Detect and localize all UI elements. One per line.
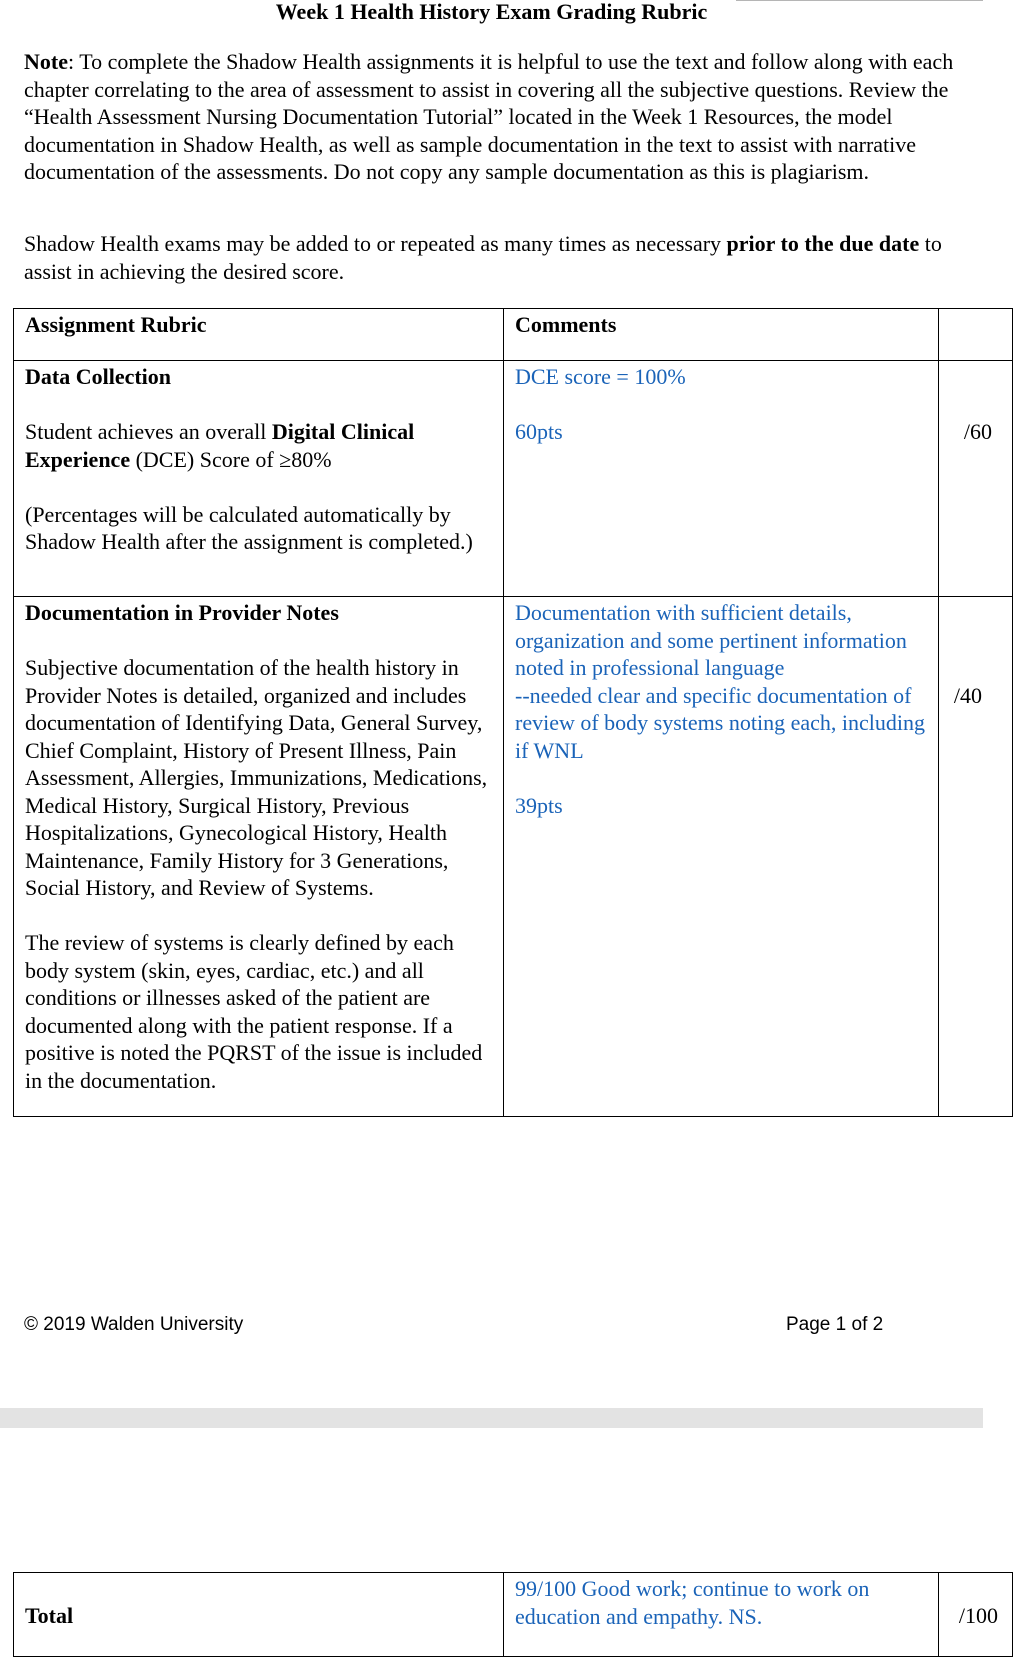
table-row-total [14,1573,1013,1657]
documentation-heading: Documentation in Provider Notes [25,600,339,625]
documentation-criteria: Documentation in Provider Notes Subjective documentation of the health history in Provider Notes is detailed, organized and includes documentation of Identifying Data, General Survey, Chief Complaint, History of Present Illness, Pain Assessment, Allergies, Immunizations, Medications, Medical History, Surgical History, Previous Hospitalizations, Gynecological History, Health Maintenance, Family History for 3 Generations, Social History, and Review of Systems. The review of systems is clearly defined by each body system (skin, eyes, cardiac, etc.) and all conditions or illnesses asked of the patient are documented along with the patient response. If a positive is noted the PQRST of the issue is included in the documentation. [14,597,504,1117]
documentation-points: /40 [939,597,1013,1117]
footer-copyright: © 2019 Walden University [24,1314,244,1335]
data-collection-heading: Data Collection [25,364,172,389]
table-row-documentation [14,597,1013,1117]
total-label: Total [14,1573,504,1657]
shadow-health-paragraph [24,230,964,285]
table-row-data-collection [14,361,1013,597]
table-header-row [14,309,1013,361]
document-title: Week 1 Health History Exam Grading Rubric [275,0,708,24]
data-collection-comments: DCE score = 100% 60pts [504,361,939,597]
data-collection-points: /60 [939,361,1013,597]
footer-page-number: Page 1 of 2 [786,1314,884,1335]
header-points [939,309,1013,361]
document-page-2 [0,1428,998,1666]
header-assignment-rubric: Assignment Rubric [14,309,504,361]
shadow-text-pre: Shadow Health exams may be added to or repeated as many times as necessary [24,231,727,256]
total-table [13,1572,1013,1657]
rubric-table [13,308,1013,1117]
note-label: Note [24,49,68,74]
total-points: /100 [939,1573,1013,1657]
data-collection-criteria: Data Collection Student achieves an overall Digital Clinical Experience (DCE) Score of ≥80% (Percentages will be calculated automatically by Shadow Health after the assignment is completed.) [14,361,504,597]
shadow-text-bold: prior to the due date [726,231,920,256]
data-collection-note: (Percentages will be calculated automatically by Shadow Health after the assignment is completed.) [25,501,473,554]
header-comments: Comments [504,309,939,361]
page-separator [0,1408,983,1428]
shadow-text-post: to assist in achieving the desired score. [24,231,942,284]
total-comment: 99/100 Good work; continue to work on education and empathy. NS. [504,1573,939,1657]
note-text: : To complete the Shadow Health assignments it is helpful to use the text and follow along with each chapter correlating to the area of assessment to assist in covering all the subjective questions. Review the “Health Assessment Nursing Documentation Tutorial” located in the Week 1 Resources, the model documentation in Shadow Health, as well as sample documentation in the text to assist with narrative documentation of the assessments. Do not copy any sample documentation as this is plagiarism. [24,49,954,184]
note-paragraph [24,48,964,186]
documentation-comments: Documentation with sufficient details, organization and some pertinent information noted in professional language --needed clear and specific documentation of review of body systems noting each, including if WNL 39pts [504,597,939,1117]
